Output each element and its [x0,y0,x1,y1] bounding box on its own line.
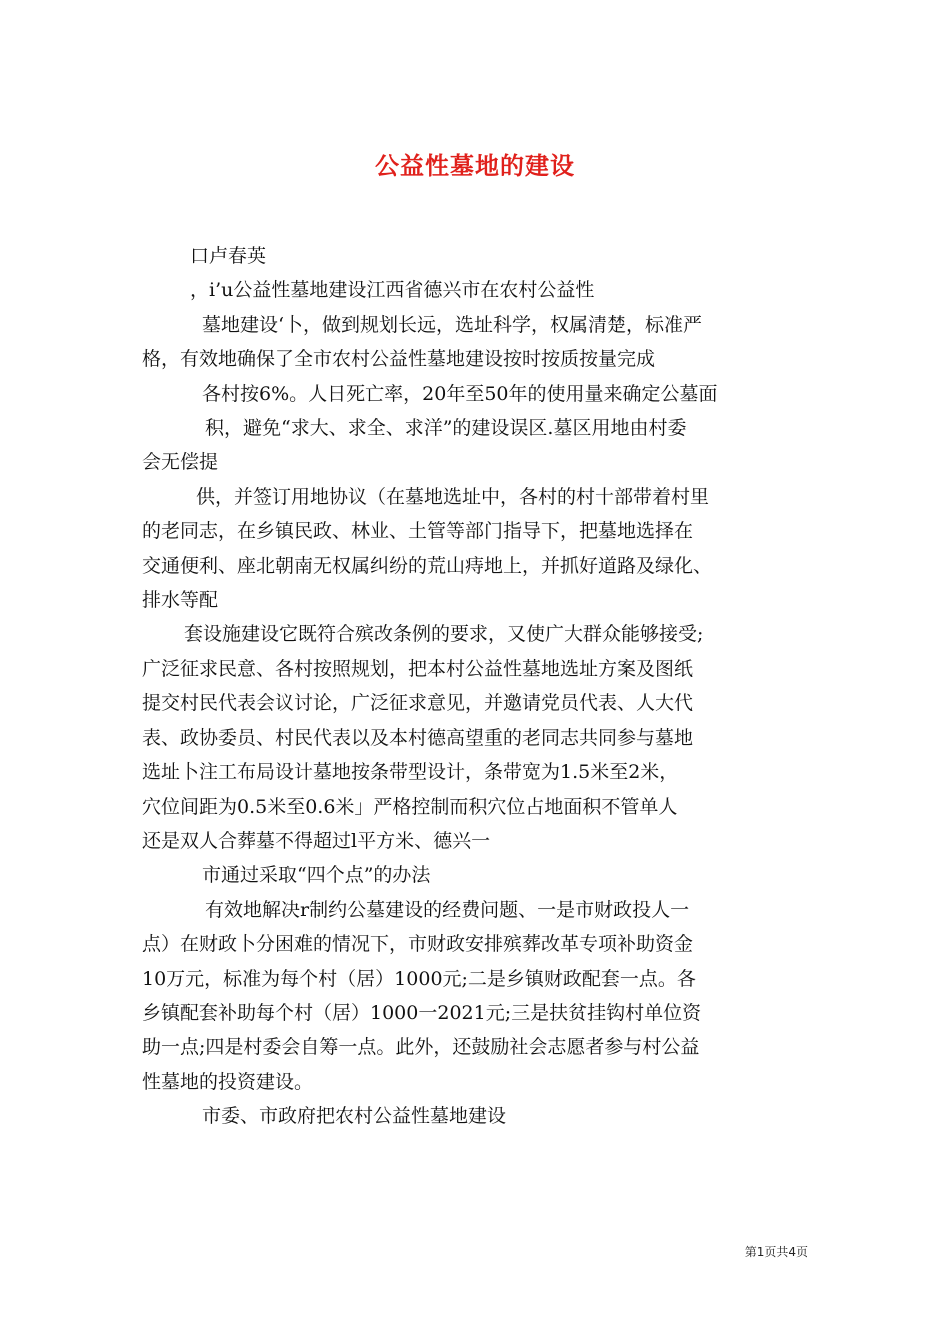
text-line: 还是双人合葬墓不得超过l平方米、德兴一 [142,829,491,852]
text-line: 广泛征求民意、各村按照规划，把本村公益性墓地选址方案及图纸 [142,657,694,680]
text-line: 会无偿提 [142,451,219,474]
text-line: 有效地解决r制约公墓建设的经费问题、一是市财政投人一 [205,898,690,921]
text-line: 格，有效地确保了全市农村公益性墓地建设按时按质按量完成 [142,348,656,371]
text-line: 套设施建设它既符合殡改条例的要求，又使广大群众能够接受; [184,623,704,646]
text-line: 性墓地的投资建设。 [142,1070,314,1093]
text-line: 墓地建设‘卜，做到规划长远，选址科学，权属清楚，标准严 [202,313,703,336]
document-body [142,239,810,1134]
text-line: 表、政协委员、村民代表以及本村德高望重的老同志共同参与墓地 [142,726,694,749]
author-line: 口卢春英 [190,245,267,267]
text-line: 乡镇配套补助每个村（居）1000一2021元;三是扶贫挂钩村单位资 [142,1001,702,1024]
text-line: ，i’u公益性墓地建设江西省德兴市在农村公益性 [190,279,595,302]
text-line: 助一点;四是村委会自筹一点。此外，还鼓励社会志愿者参与村公益 [142,1036,700,1059]
text-line: 积，避免“求大、求全、求洋”的建设误区.墓区用地由村委 [205,417,687,440]
text-line: 各村按6%。人日死亡率，20年至50年的使用量来确定公墓面 [202,382,718,405]
text-line: 选址卜注工布局设计墓地按条带型设计，条带宽为1.5米至2米， [142,761,679,784]
text-line: 穴位间距为0.5米至0.6米」严格控制而积穴位占地面积不管单人 [142,795,678,818]
text-line: 市委、市政府把农村公益性墓地建设 [202,1105,507,1128]
text-line: 的老同志，在乡镇民政、林业、土管等部门指导下，把墓地选择在 [142,520,694,543]
text-line: 市通过采取“四个点”的办法 [202,864,431,887]
text-line: 供，并签订用地协议（在墓地选址中，各村的村十部带着村里 [196,485,710,508]
page-number: 第1页共4页 [744,1245,808,1259]
text-line: 排水等配 [142,589,219,612]
page-title: 公益性墓地的建设 [375,152,575,181]
text-line: 提交村民代表会议讨论，广泛征求意见，并邀请党员代表、人大代 [142,692,694,715]
text-line: 交通便利、座北朝南无权属纠纷的荒山痔地上，并抓好道路及绿化、 [142,554,713,577]
text-line: 点）在财政卜分困难的情况下，市财政安排殡葬改革专项补助资金 [142,933,694,956]
text-line: 10万元，标准为每个村（居）1000元;二是乡镇财政配套一点。各 [142,967,696,990]
